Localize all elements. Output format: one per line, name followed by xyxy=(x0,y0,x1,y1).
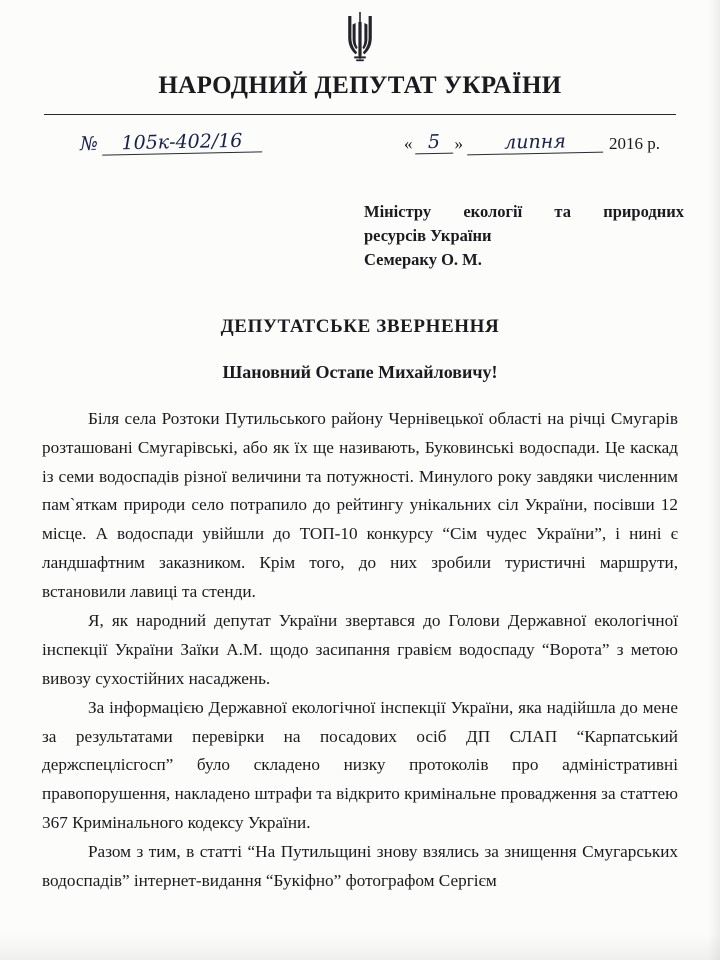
document-meta-row xyxy=(42,124,678,154)
month-value: липня xyxy=(467,132,603,156)
body-paragraph: Я, як народний депутат України звертався до Голови Державної екологічної інспекції України Заїки А.М. щодо засипання гравієм водоспаду “Ворота” з метою вивозу сухостійних насаджень. xyxy=(42,611,678,688)
document-number-field xyxy=(79,129,262,156)
day-value: 5 xyxy=(414,133,452,155)
emblem-container xyxy=(42,0,678,68)
body-paragraph: Біля села Розтоки Путильського району Чернівецької області на річці Смугарів розташовані Смугарівські, або як їх ще називають, Буковинські водоспади. Це каскад із семи водоспадів різної величини та потужності. Минулого року завдяки численним пам`яткам природи село потрапило до рейтингу унікальних сіл України, посівши 12 місце. А водоспади увійшли до ТОП-10 конкурсу “Сім чудес України”, і нині є ландшафтним заказником. Крім того, до них зробили туристичні маршрути, встановили лавиці та стенди. xyxy=(42,408,678,602)
addressee-line-2: ресурсів України xyxy=(364,225,492,245)
body-paragraph: За інформацією Державної екологічної інспекції України, яка надійшла до мене за результатами перевірки на посадових осіб ДП СЛАП “Карпатський держспецлісгосп” було складено низку протоколів про адміністративні правопорушення, накладено штрафи та відкрито кримінальне провадження за статтею 367 Кримінального кодексу України. xyxy=(42,697,678,833)
addressee-line-3: Семераку О. М. xyxy=(364,249,482,269)
document-date-field xyxy=(404,130,660,154)
year-value: 2016 р. xyxy=(609,134,660,153)
organization-title: НАРОДНИЙ ДЕПУТАТ УКРАЇНИ xyxy=(158,72,562,99)
addressee-block xyxy=(364,200,684,272)
number-value: 105к-402/16 xyxy=(102,131,262,155)
document-title: ДЕПУТАТСЬКЕ ЗВЕРНЕННЯ xyxy=(220,315,500,337)
header-divider xyxy=(44,114,676,115)
addressee-line-1: Міністру екології та природних xyxy=(364,202,684,221)
document-body xyxy=(42,405,678,896)
quote-close: » xyxy=(454,134,463,153)
salutation: Шановний Остапе Михайловичу! xyxy=(222,361,498,382)
number-label: № xyxy=(79,132,99,156)
body-paragraph: Разом з тим, в статті “На Путильщині знову взялись за знищення Смугарських водоспадів” інтернет-видання “Букіфно” фотографом Сергієм xyxy=(42,842,678,891)
quote-open: « xyxy=(404,134,413,153)
ukraine-trident-emblem-icon xyxy=(340,10,380,64)
